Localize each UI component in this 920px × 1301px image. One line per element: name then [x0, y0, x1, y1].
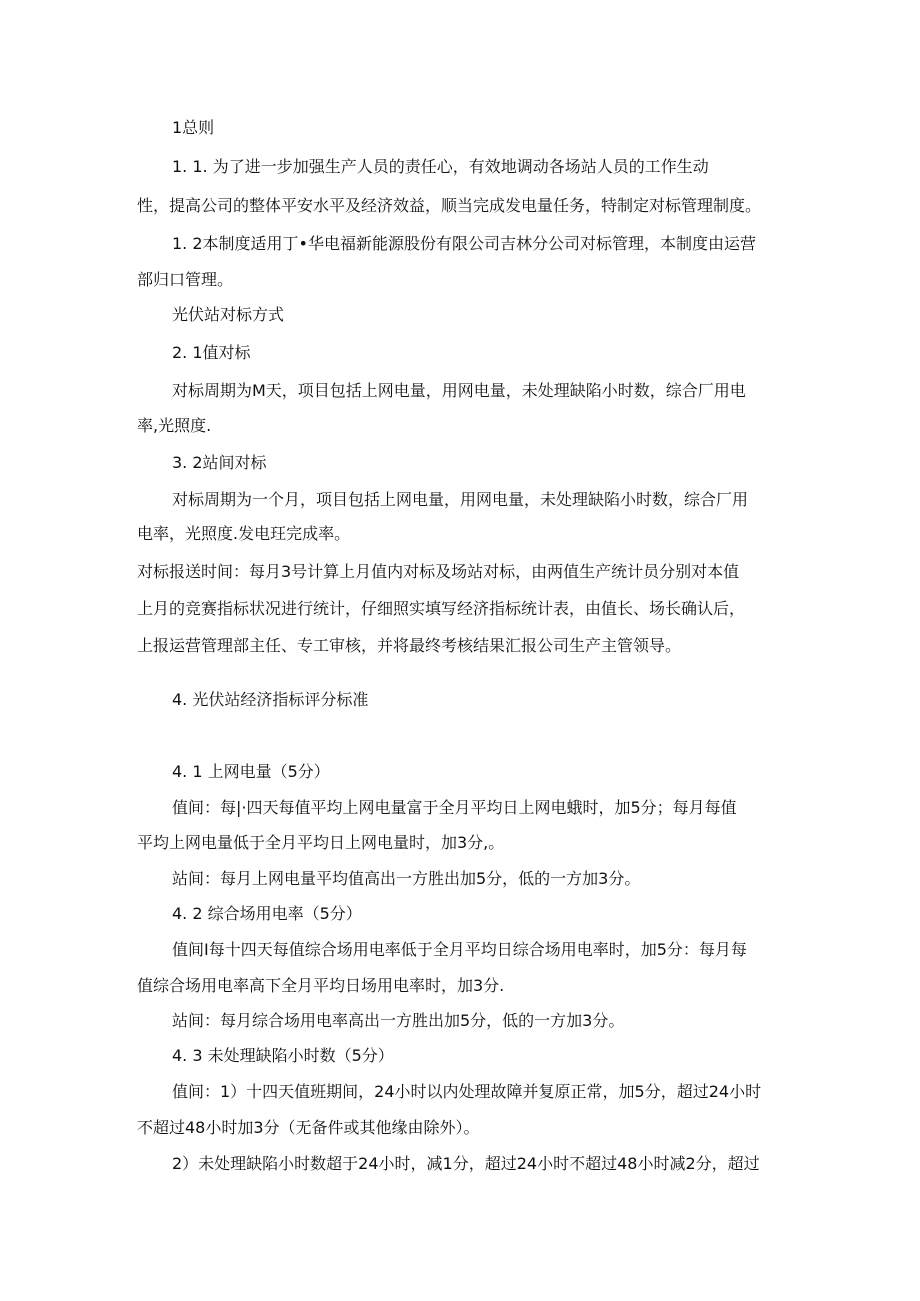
paragraph-line: 值综合场用电率高下全月平均日场用电率时，加3分. [137, 976, 505, 995]
paragraph-line: 平均上网电量低于全月平均日上网电量时，加3分,。 [137, 833, 505, 852]
paragraph-line: 对标周期为M天，项目包括上网电量，用网电量，未处理缺陷小时数，综合厂用电 [172, 381, 746, 400]
paragraph-line: 2）未处理缺陷小时数超于24小时，减1分，超过24小时不超过48小时减2分，超过 [172, 1154, 760, 1173]
section-heading: 1总则 [172, 118, 215, 137]
section-heading: 4. 光伏站经济指标评分标准 [172, 690, 369, 709]
paragraph-line: 对标周期为一个月，项目包括上网电量，用网电量，未处理缺陷小时数，综合厂用 [172, 490, 749, 509]
paragraph-line: 性，提高公司的整体平安水平及经济效益，顺当完成发电量任务，特制定对标管理制度。 [137, 196, 762, 215]
paragraph-line: 电率，光照度.发电玨完成率。 [137, 524, 351, 543]
paragraph-line: 部归口管理。 [137, 270, 234, 289]
paragraph-line: 值间：每|·四天每值平均上网电量富于全月平均日上网电蛾时，加5分；每月每值 [172, 798, 737, 817]
paragraph-line: 值间I每十四天每值综合场用电率低于全月平均日综合场用电率时，加5分：每月每 [172, 940, 747, 959]
subsection-heading: 4. 2 综合场用电率（5分） [172, 904, 362, 923]
paragraph-line: 站间：每月上网电量平均值高出一方胜出加5分，低的一方加3分。 [172, 869, 641, 888]
subsection-heading: 4. 1 上网电量（5分） [172, 762, 330, 781]
paragraph-line: 站间：每月综合场用电率高出一方胜出加5分，低的一方加3分。 [172, 1011, 625, 1030]
subsection-heading: 4. 3 未处理缺陷小时数（5分） [172, 1046, 394, 1065]
paragraph-line: 值间：1）十四天值班期间，24小时以内处理故障并复原正常，加5分，超过24小时 [172, 1082, 762, 1101]
paragraph-line: 1. 2本制度适用丁•华电福新能源股份有限公司吉林分公司对标管理，本制度由运营 [172, 234, 756, 253]
paragraph-line: 上月的竞赛指标状况进行统计，仔细照实填写经济指标统计表，由值长、场长确认后， [137, 599, 746, 618]
section-heading: 光伏站对标方式 [172, 305, 285, 324]
paragraph-line: 对标报送时间：每月3号计算上月值内对标及场站对标，由两值生产统计员分别对本值 [137, 562, 740, 581]
subsection-heading: 3. 2站间对标 [172, 453, 267, 472]
subsection-heading: 2. 1值对标 [172, 343, 251, 362]
paragraph-line: 上报运营管理部主任、专工审核，并将最终考核结果汇报公司生产主管领导。 [137, 636, 682, 655]
paragraph-line: 率,光照度. [137, 416, 212, 435]
paragraph-line: 不超过48小时加3分（无备件或其他缘由除外）。 [137, 1118, 480, 1137]
paragraph-line: 1. 1. 为了进一步加强生产人员的责任心，有效地调动各场站人员的工作生动 [172, 157, 709, 176]
